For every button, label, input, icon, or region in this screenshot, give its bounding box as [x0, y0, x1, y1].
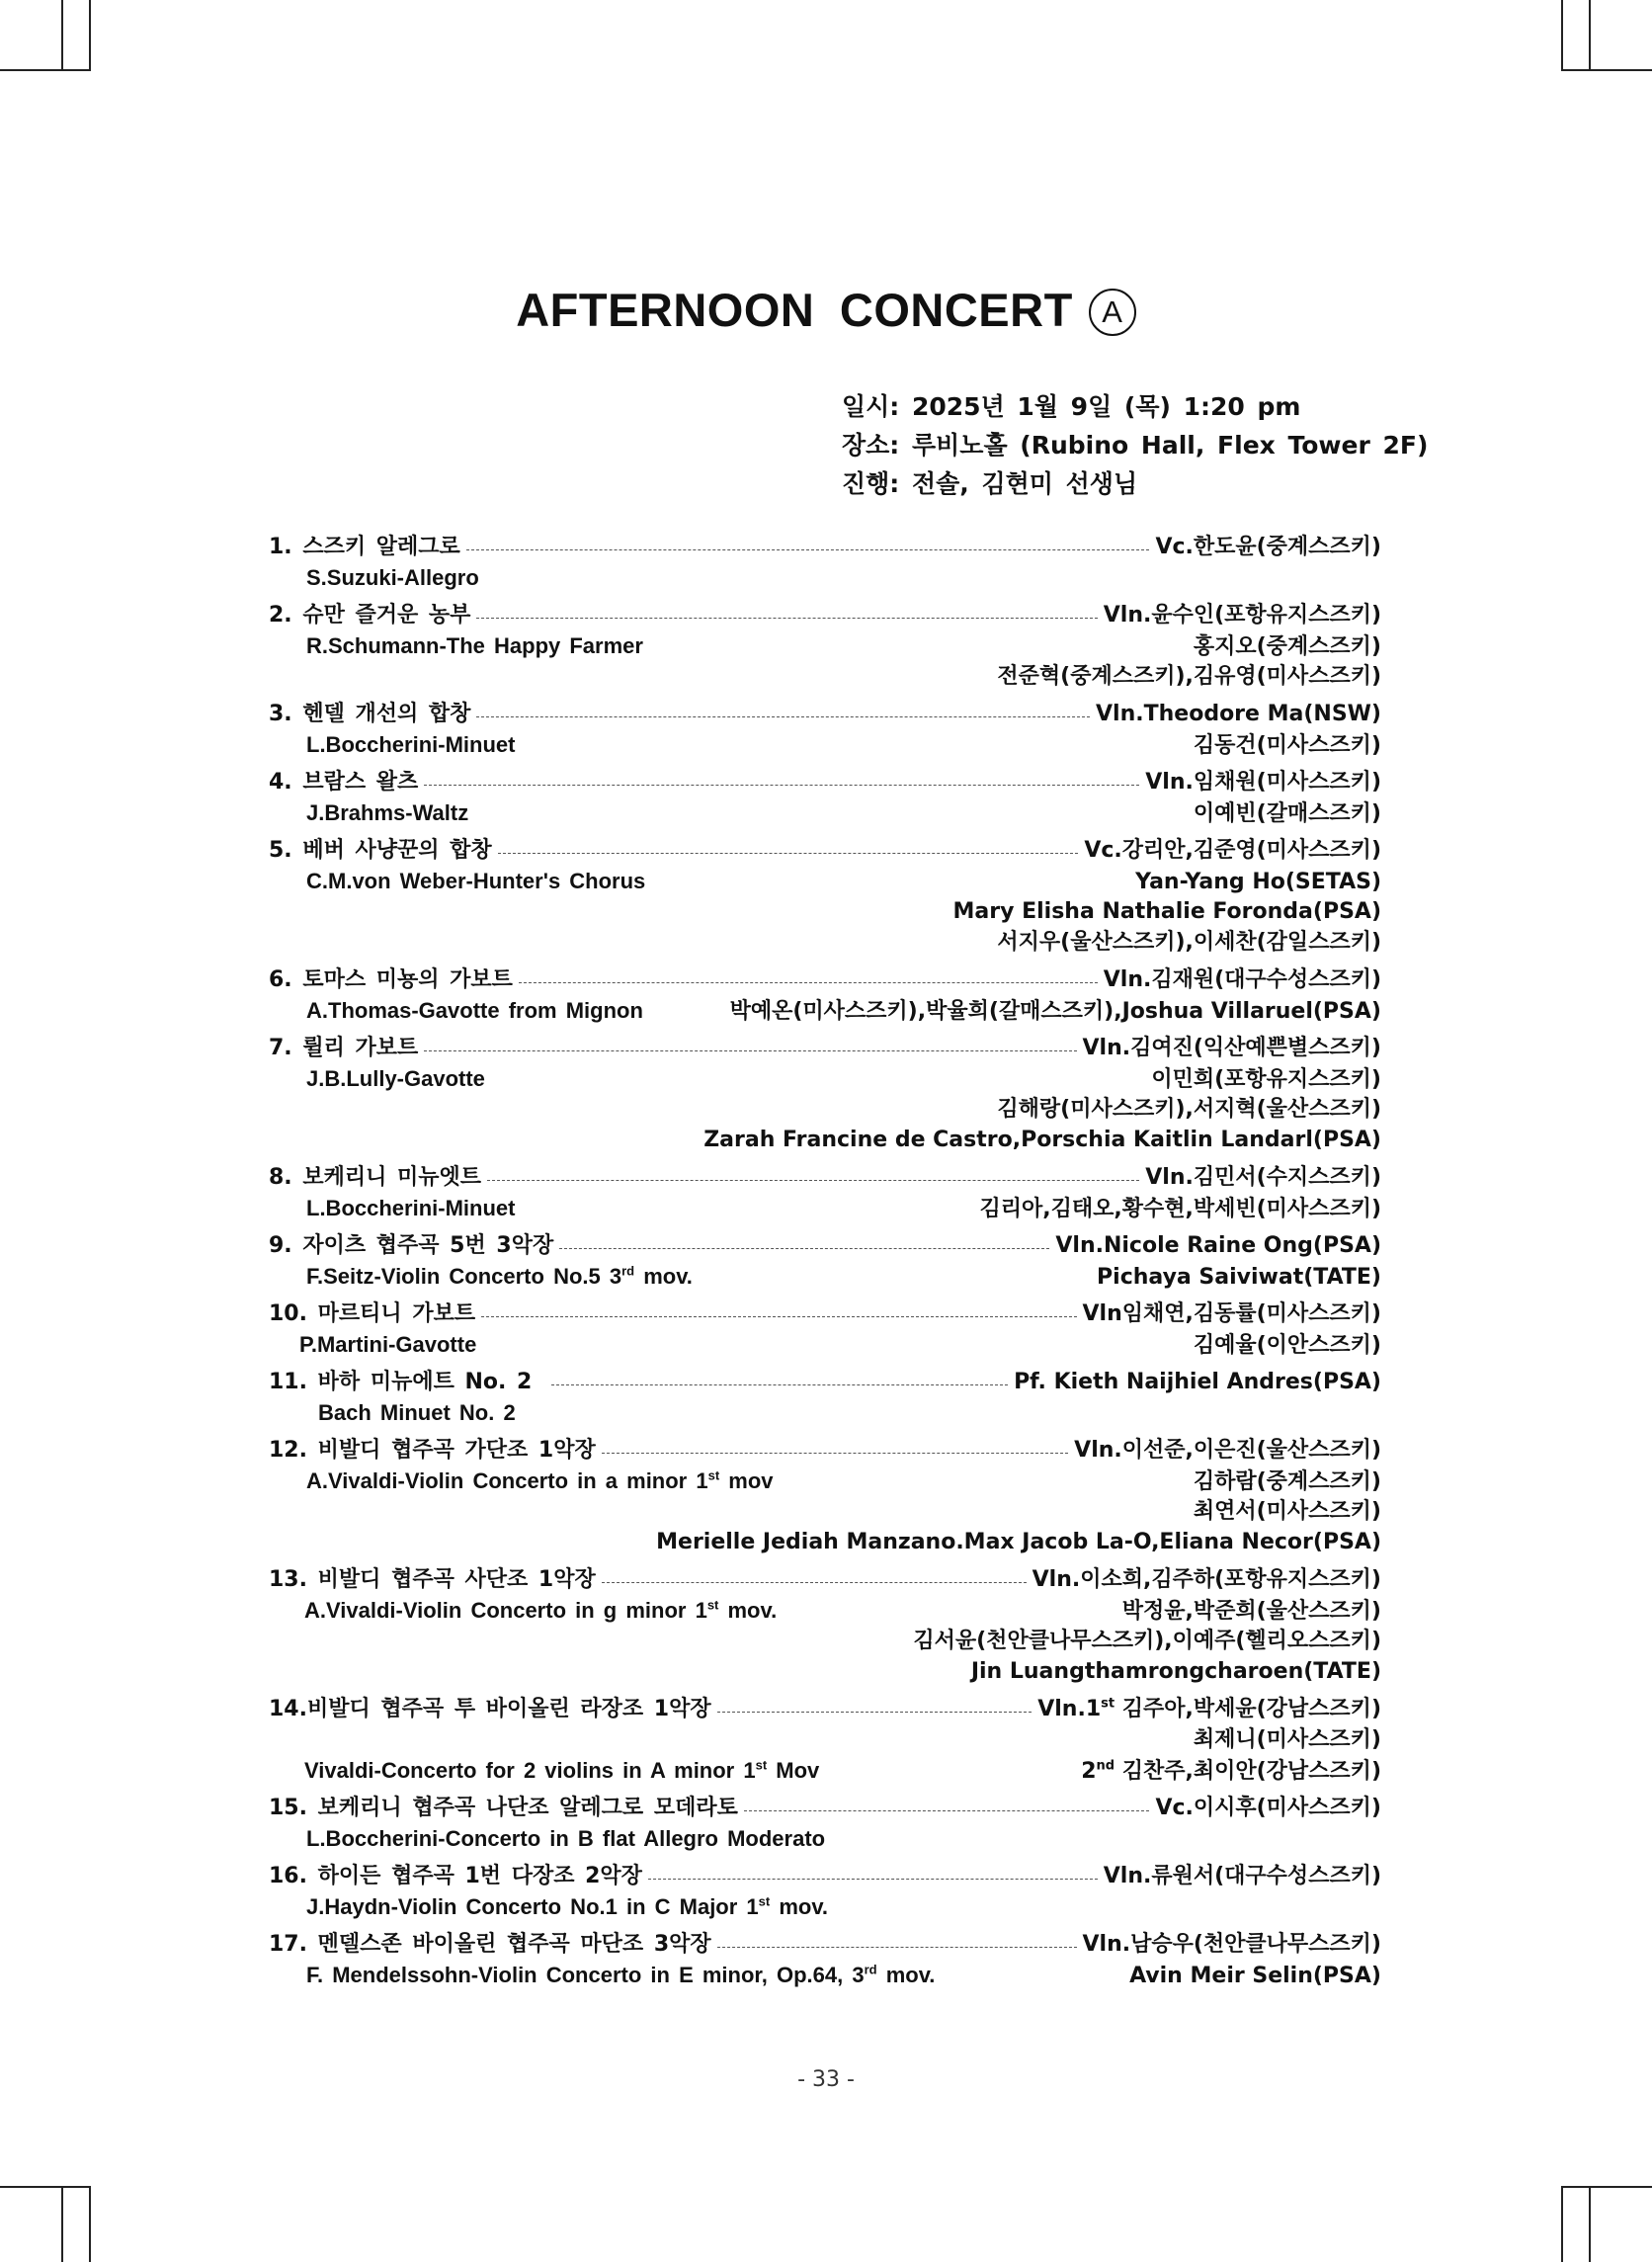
performer: Vln.류원서(대구수성스즈키): [1103, 1864, 1381, 1888]
performer: Vln.김민서(수지스즈키): [1145, 1165, 1381, 1190]
program-item: [269, 1929, 1381, 1990]
dotted-leader: [551, 1384, 1008, 1385]
performer: 김하람(중계스즈키): [1193, 1469, 1381, 1494]
crop-mark: [61, 0, 63, 71]
item-number: 8.: [269, 1165, 292, 1190]
program-item: [269, 1033, 1381, 1155]
piece-english: L.Boccherini-Concerto in B flat Allegro Moderato: [306, 1826, 826, 1851]
performer: 김동건(미사스즈키): [1193, 733, 1381, 758]
dotted-leader: [717, 1712, 1032, 1713]
crop-mark: [1589, 2186, 1591, 2262]
piece-english: J.B.Lully-Gavotte: [306, 1066, 485, 1091]
piece-korean: 비발디 협주곡 사단조 1악장: [317, 1567, 596, 1592]
performer: Vln임채연,김동률(미사스즈키): [1082, 1301, 1381, 1326]
performer: 홍지오(중계스즈키): [1193, 634, 1381, 659]
program-item: [269, 1435, 1381, 1557]
performer: 전준혁(중계스즈키),김유영(미사스즈키): [997, 664, 1381, 689]
program-item: [269, 532, 1381, 593]
dotted-leader: [602, 1582, 1027, 1583]
item-number: 3.: [269, 702, 292, 726]
performer: 이예빈(갈매스즈키): [1193, 801, 1381, 826]
performer: Vln.이소희,김주하(포항유지스즈키): [1032, 1567, 1381, 1592]
dotted-leader: [519, 982, 1098, 983]
item-number: 13.: [269, 1567, 307, 1592]
program-item: [269, 699, 1381, 760]
piece-korean: 멘델스존 바이올린 협주곡 마단조 3악장: [317, 1932, 711, 1957]
piece-korean: 비발디 협주곡 투 바이올린 라장조 1악장: [306, 1697, 711, 1721]
page-number: - 33 -: [797, 2067, 855, 2092]
performer: 김해랑(미사스즈키),서지혁(울산스즈키): [997, 1097, 1381, 1122]
performer: 최연서(미사스즈키): [1193, 1499, 1381, 1524]
title-text: AFTERNOON CONCERT: [516, 284, 1073, 336]
piece-english: F.Seitz-Violin Concerto No.5 3rd mov.: [306, 1263, 693, 1289]
piece-english: P.Martini-Gavotte: [299, 1332, 477, 1357]
performer: Vln.이선준,이은진(울산스즈키): [1074, 1438, 1381, 1463]
crop-mark: [1589, 0, 1591, 71]
piece-korean: 륄리 가보트: [302, 1036, 419, 1060]
dotted-leader: [466, 549, 1150, 550]
piece-korean: 베버 사냥꾼의 합창: [302, 838, 492, 863]
program-item: [269, 964, 1381, 1026]
performer: Pf. Kieth Naijhiel Andres(PSA): [1014, 1370, 1381, 1394]
concert-datetime: 일시: 2025년 1월 9일 (목) 1:20 pm: [842, 392, 1301, 421]
concert-venue: 장소: 루비노홀 (Rubino Hall, Flex Tower 2F): [842, 431, 1429, 460]
piece-english: R.Schumann-The Happy Farmer: [306, 633, 643, 658]
performer: Vc.이시후(미사스즈키): [1155, 1796, 1381, 1820]
performer: Vln.Nicole Raine Ong(PSA): [1055, 1233, 1381, 1258]
performer: Vc.한도윤(중계스즈키): [1155, 535, 1381, 559]
concert-host: 진행: 전솔, 김현미 선생님: [842, 469, 1138, 498]
performer: 서지우(울산스즈키),이세찬(감일스즈키): [997, 930, 1381, 955]
item-number: 11.: [269, 1370, 307, 1394]
piece-english: L.Boccherini-Minuet: [306, 732, 516, 757]
piece-english: A.Thomas-Gavotte from Mignon: [306, 998, 643, 1023]
piece-english: J.Haydn-Violin Concerto No.1 in C Major 1st mov.: [306, 1893, 829, 1919]
dotted-leader: [717, 1947, 1077, 1948]
program-item: [269, 1162, 1381, 1223]
piece-english: A.Vivaldi-Violin Concerto in g minor 1st mov.: [304, 1597, 778, 1623]
item-number: 2.: [269, 603, 292, 628]
performer: Vln.Theodore Ma(NSW): [1096, 702, 1381, 726]
piece-english: A.Vivaldi-Violin Concerto in a minor 1st mov: [306, 1467, 774, 1493]
program-item: [269, 1299, 1381, 1360]
program-item: [269, 600, 1381, 692]
piece-korean: 토마스 미뇽의 가보트: [302, 967, 513, 992]
program-item: [269, 835, 1381, 958]
piece-english: L.Boccherini-Minuet: [306, 1196, 516, 1220]
piece-korean: 스즈키 알레그로: [302, 535, 460, 559]
performer: Vln.윤수인(포항유지스즈키): [1103, 603, 1381, 628]
piece-english: J.Brahms-Waltz: [306, 800, 469, 825]
item-number: 17.: [269, 1932, 307, 1957]
dotted-leader: [424, 1050, 1076, 1051]
program-item: [269, 1564, 1381, 1687]
performer: 이민희(포항유지스즈키): [1151, 1067, 1381, 1092]
piece-english: Vivaldi-Concerto for 2 violins in A minor 1st Mov: [304, 1757, 820, 1783]
dotted-leader: [481, 1316, 1076, 1317]
performer: Vln.김재원(대구수성스즈키): [1103, 967, 1381, 992]
program-item: [269, 767, 1381, 828]
concert-info: [842, 387, 1428, 503]
dotted-leader: [476, 618, 1097, 619]
piece-english: S.Suzuki-Allegro: [306, 565, 479, 590]
dotted-leader: [424, 785, 1139, 786]
dotted-leader: [476, 716, 1090, 717]
dotted-leader: [602, 1453, 1068, 1454]
item-number: 9.: [269, 1233, 292, 1258]
program-item: [269, 1230, 1381, 1292]
item-number: 15.: [269, 1796, 307, 1820]
performer: Zarah Francine de Castro,Porschia Kaitlin Landarl(PSA): [703, 1128, 1381, 1152]
dotted-leader: [559, 1248, 1049, 1249]
item-number: 10.: [269, 1301, 307, 1326]
performer: Jin Luangthamrongcharoen(TATE): [970, 1659, 1381, 1684]
piece-english: F. Mendelssohn-Violin Concerto in E minor, Op.64, 3rd mov.: [306, 1962, 936, 1987]
performer: Vln.김여진(익산예쁜별스즈키): [1082, 1036, 1381, 1060]
crop-mark: [1561, 0, 1563, 71]
performer: Mary Elisha Nathalie Foronda(PSA): [952, 899, 1381, 924]
piece-english: C.M.von Weber-Hunter's Chorus: [306, 869, 646, 893]
piece-korean: 슈만 즐거운 농부: [302, 603, 471, 628]
program-item: [269, 1367, 1381, 1428]
performer: Merielle Jediah Manzano.Max Jacob La-O,Eliana Necor(PSA): [656, 1530, 1381, 1554]
crop-mark: [89, 0, 91, 71]
item-number: 7.: [269, 1036, 292, 1060]
crop-mark: [89, 2186, 91, 2262]
performer: Vln.1st 김주아,박세윤(강남스즈키): [1037, 1696, 1381, 1721]
piece-korean: 브람스 왈츠: [302, 770, 419, 795]
circled-a-icon: A: [1089, 289, 1136, 336]
performer: 김리아,김태오,황수현,박세빈(미사스즈키): [979, 1197, 1381, 1221]
performer: Pichaya Saiviwat(TATE): [1097, 1265, 1381, 1290]
crop-mark: [1561, 69, 1652, 71]
item-number: 1.: [269, 535, 292, 559]
dotted-leader: [498, 853, 1079, 854]
performer: Vln.임채원(미사스즈키): [1145, 770, 1381, 795]
performer: 박예온(미사스즈키),박율희(갈매스즈키),Joshua Villaruel(PSA): [729, 999, 1381, 1024]
piece-korean: 보케리니 미뉴엣트: [302, 1165, 482, 1190]
program-item: [269, 1694, 1381, 1786]
dotted-leader: [744, 1810, 1150, 1811]
piece-korean: 마르티니 가보트: [317, 1301, 476, 1326]
item-number: 12.: [269, 1438, 307, 1463]
item-number: 5.: [269, 838, 292, 863]
dotted-leader: [487, 1180, 1139, 1181]
performer: 2nd 김찬주,최이안(강남스즈키): [1081, 1758, 1381, 1784]
piece-korean: 자이츠 협주곡 5번 3악장: [302, 1233, 554, 1258]
piece-english: Bach Minuet No. 2: [318, 1400, 516, 1425]
item-number: 16.: [269, 1864, 307, 1888]
performer: Yan-Yang Ho(SETAS): [1135, 870, 1381, 894]
performer: Vc.강리안,김준영(미사스즈키): [1084, 838, 1381, 863]
crop-mark: [0, 2186, 91, 2188]
crop-mark: [61, 2186, 63, 2262]
item-number: 6.: [269, 967, 292, 992]
crop-mark: [0, 69, 91, 71]
item-number: 14.: [269, 1697, 307, 1721]
performer: Vln.남승우(천안클나무스즈키): [1082, 1932, 1381, 1957]
dotted-leader: [648, 1879, 1098, 1880]
piece-korean: 바하 미뉴에트 No. 2: [317, 1370, 533, 1394]
performer: 박정윤,박준희(울산스즈키): [1121, 1599, 1381, 1624]
performer: 김예율(이안스즈키): [1193, 1333, 1381, 1358]
performer: Avin Meir Selin(PSA): [1129, 1964, 1381, 1988]
page-title: [0, 283, 1652, 337]
crop-mark: [1561, 2186, 1652, 2188]
performer: 최제니(미사스즈키): [1193, 1727, 1381, 1752]
item-number: 4.: [269, 770, 292, 795]
piece-korean: 비발디 협주곡 가단조 1악장: [317, 1438, 596, 1463]
program-list: [269, 532, 1381, 1997]
piece-korean: 하이든 협주곡 1번 다장조 2악장: [317, 1864, 642, 1888]
crop-mark: [1561, 2186, 1563, 2262]
piece-korean: 보케리니 협주곡 나단조 알레그로 모데라토: [317, 1796, 738, 1820]
program-item: [269, 1793, 1381, 1854]
program-item: [269, 1861, 1381, 1922]
piece-korean: 헨델 개선의 합창: [302, 702, 471, 726]
performer: 김서윤(천안클나무스즈키),이예주(헬리오스즈키): [913, 1629, 1381, 1653]
